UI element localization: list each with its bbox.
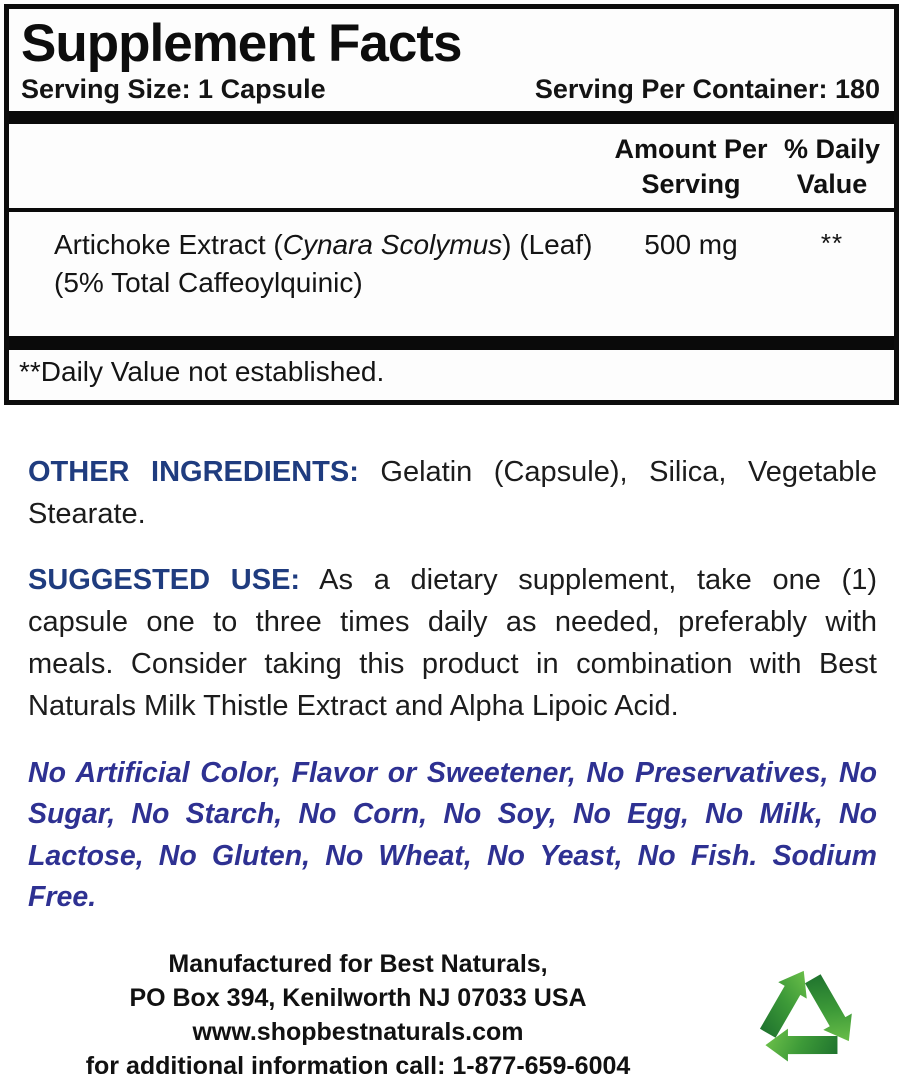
suggested-use-label: SUGGESTED USE:: [28, 563, 301, 596]
divider-thick-top: [9, 111, 894, 124]
ingredient-standardization: (5% Total Caffeoylquinic): [54, 266, 363, 298]
ingredient-row: [9, 212, 894, 318]
supplement-label: [0, 4, 903, 1081]
ingredient-name-suffix: ) (Leaf): [502, 229, 593, 261]
ingredient-amount: 500 mg: [644, 229, 738, 261]
ingredient-name: [54, 226, 606, 302]
other-ingredients-text: Gelatin (Capsule), Silica, Vegetable Stearate.: [28, 455, 877, 530]
ingredient-daily-value: **: [820, 228, 844, 259]
panel-title: Supplement Facts: [21, 14, 462, 73]
allergen-free-claims: No Artificial Color, Flavor or Sweetener, No Preservatives, No Sugar, No Starch, No Corn, No Soy, No Egg, No Milk, No Lactose, No Gluten, No Wheat, No Yeast, No Fish. Sodium Free.: [28, 757, 877, 913]
manufacturer-line: Manufactured for Best Naturals,: [168, 950, 548, 979]
suggested-use-text: As a dietary supplement, take one (1) capsule one to three times daily as needed, preferably with meals. Consider taking this product in combination with Best Naturals Milk Thistle Extract and Alpha Lipoic Acid.: [28, 563, 877, 723]
column-headers-row: [9, 124, 894, 208]
servings-per-container: Serving Per Container: 180: [534, 74, 880, 104]
website-line: www.shopbestnaturals.com: [192, 1018, 524, 1047]
ingredient-latin-name: Cynara Scolymus: [282, 229, 503, 261]
other-ingredients-label: OTHER INGREDIENTS:: [28, 455, 359, 488]
column-header-amount: Amount Per Serving: [614, 134, 768, 200]
recycle-icon: [716, 940, 896, 1090]
daily-value-footnote: **Daily Value not established.: [19, 355, 385, 387]
serving-info-row: [9, 72, 894, 111]
column-header-daily-value: % Daily Value: [783, 134, 881, 200]
supplement-facts-panel: [4, 4, 899, 405]
phone-line: for additional information call: 1-877-659-6004: [85, 1052, 631, 1081]
ingredient-name-prefix: Artichoke Extract (: [54, 229, 283, 261]
other-ingredients-paragraph: [28, 451, 877, 535]
divider-thick-bottom: [9, 336, 894, 350]
manufacturer-footer: [0, 940, 903, 1090]
address-line: PO Box 394, Kenilworth NJ 07033 USA: [129, 984, 587, 1013]
manufacturer-info: [0, 947, 716, 1083]
suggested-use-paragraph: [28, 559, 877, 727]
serving-size: Serving Size: 1 Capsule: [21, 74, 326, 104]
